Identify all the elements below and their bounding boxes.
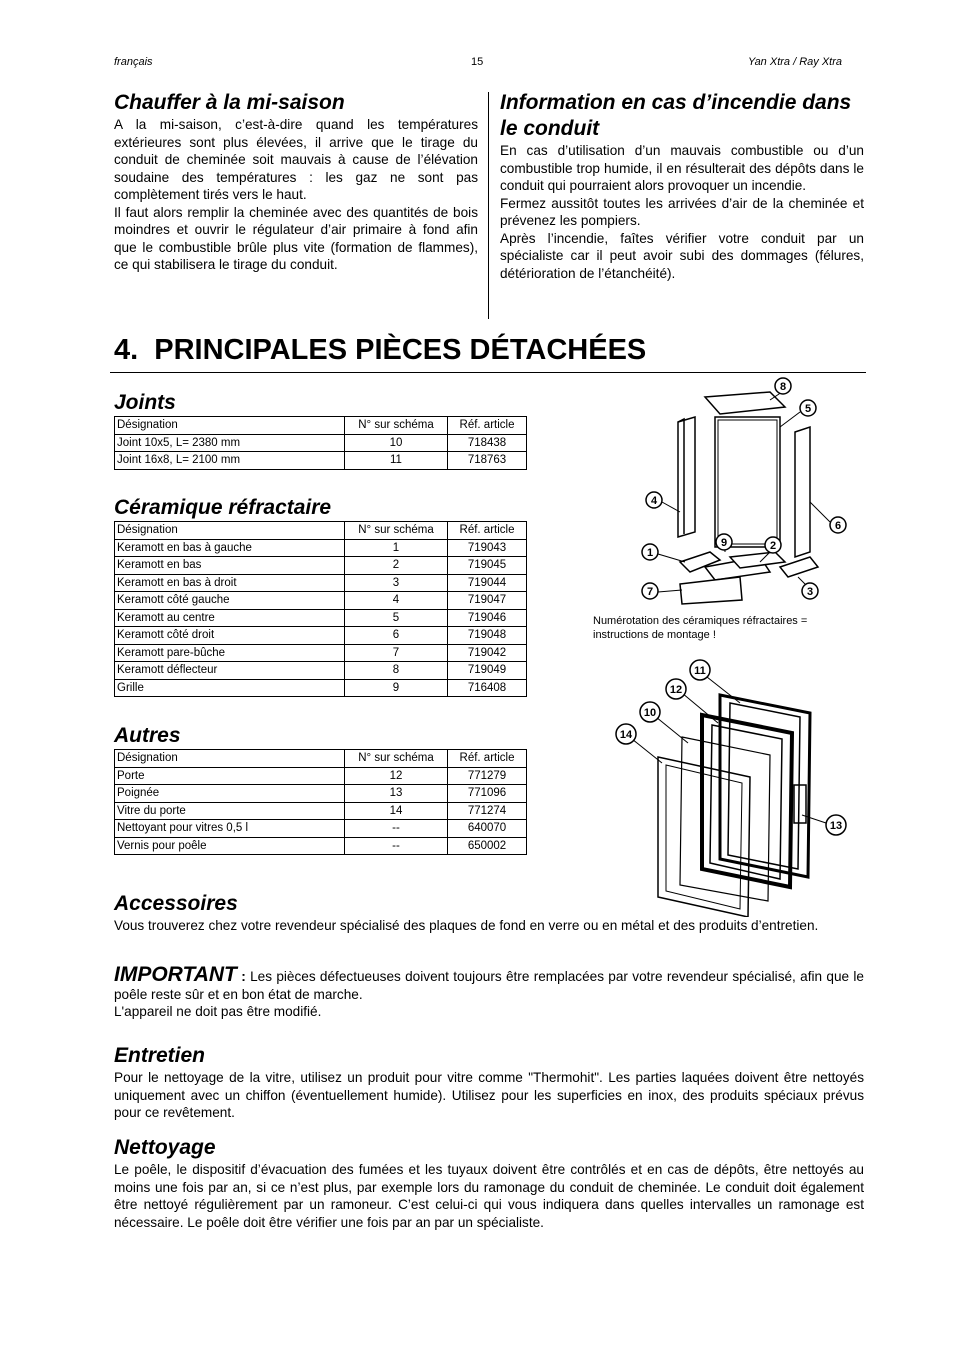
table-row	[115, 539, 527, 557]
right-side-panel	[795, 427, 810, 557]
autres-title: Autres	[114, 724, 181, 747]
cell-schema-number: 9	[345, 679, 448, 697]
cell-reference: 719048	[448, 627, 527, 645]
important-text-2: L'appareil ne doit pas être modifié.	[114, 1004, 322, 1019]
svg-text:14: 14	[619, 729, 633, 741]
cell-reference: 716408	[448, 679, 527, 697]
log-guard-piece	[680, 577, 742, 604]
cell-schema-number: 2	[345, 557, 448, 575]
cell-designation: Keramott au centre	[115, 609, 345, 627]
table-row	[115, 592, 527, 610]
table-row	[115, 767, 527, 785]
cell-schema-number: 5	[345, 609, 448, 627]
cell-schema-number: 4	[345, 592, 448, 610]
cell-schema-number: 11	[345, 452, 448, 470]
entretien-section	[114, 1043, 864, 1122]
cell-designation: Keramott côté droit	[115, 627, 345, 645]
svg-text:8: 8	[779, 381, 787, 393]
col-reference: Réf. article	[448, 750, 527, 768]
cell-schema-number: 3	[345, 574, 448, 592]
mid-season-paragraph-1: A la mi-saison, c’est-à-dire quand les températures extérieures sont plus élevées, il arrive que le tirage du conduit de cheminée soit mauvais à cause de l’élévation soudaine des températures : les gaz ne sont pas complètement tirés vers le haut.	[114, 117, 478, 202]
mid-season-title: Chauffer à la mi-saison	[114, 91, 345, 114]
accessoires-section	[114, 891, 864, 935]
chapter-title: PRINCIPALES PIÈCES DÉTACHÉES	[154, 334, 647, 366]
page-number: 15	[471, 56, 484, 68]
svg-text:3: 3	[806, 586, 814, 598]
cell-schema-number: 10	[345, 434, 448, 452]
callout-11	[690, 660, 710, 680]
svg-text:9: 9	[720, 537, 728, 549]
table-header-row	[115, 522, 527, 540]
svg-text:4: 4	[650, 495, 658, 507]
cell-schema-number: 7	[345, 644, 448, 662]
header-model: Yan Xtra / Ray Xtra	[748, 56, 842, 68]
col-designation: Désignation	[115, 522, 345, 540]
table-row	[115, 574, 527, 592]
door-diagram	[610, 655, 860, 917]
cell-reference: 719044	[448, 574, 527, 592]
ceramique-table	[114, 521, 527, 697]
callout-12	[666, 679, 686, 699]
chapter-number: 4.	[114, 334, 139, 366]
cell-designation: Nettoyant pour vitres 0,5 l	[115, 820, 345, 838]
table-row	[115, 785, 527, 803]
cell-designation: Keramott en bas	[115, 557, 345, 575]
cell-designation: Joint 10x5, L= 2380 mm	[115, 434, 345, 452]
cell-reference: 771279	[448, 767, 527, 785]
nettoyage-section	[114, 1135, 864, 1231]
cell-schema-number: 8	[345, 662, 448, 680]
fire-paragraph-2: Fermez aussitôt toutes les arrivées d’air de la cheminée et prévenez les pompiers.	[500, 195, 864, 228]
cell-designation: Keramott en bas à gauche	[115, 539, 345, 557]
mid-season-paragraph-2: Il faut alors remplir la cheminée avec des quantités de bois moindres et ouvrir le régulateur d’air primaire à fond afin que le combustible brûle plus vite (formation de flammes), ce qui stabilisera le tirage du conduit.	[114, 204, 478, 272]
table-row	[115, 627, 527, 645]
cell-schema-number: 13	[345, 785, 448, 803]
table-header-row	[115, 750, 527, 768]
table-row	[115, 679, 527, 697]
callout-1	[642, 544, 658, 560]
callout-10	[640, 702, 660, 722]
callout-4	[646, 492, 662, 508]
cell-reference: 718763	[448, 452, 527, 470]
back-panel	[715, 417, 780, 547]
cell-reference: 719049	[448, 662, 527, 680]
table-row	[115, 434, 527, 452]
col-reference: Réf. article	[448, 417, 527, 435]
fire-paragraph-3: Après l’incendie, faîtes vérifier votre conduit par un spécialiste car il peut avoir subi des dommages (félures, détérioration de l’étanchéité).	[500, 230, 864, 281]
cell-reference: 771274	[448, 802, 527, 820]
cell-reference: 719045	[448, 557, 527, 575]
cell-schema-number: --	[345, 820, 448, 838]
mid-season-section	[114, 90, 478, 274]
cell-designation: Porte	[115, 767, 345, 785]
callout-2	[765, 537, 781, 553]
ceramique-section	[114, 495, 527, 697]
callout-7	[642, 583, 658, 599]
nettoyage-text: Le poêle, le dispositif d’évacuation des fumées et les tuyaux doivent être contrôlés et en cas de dépôts, être nettoyés au moins une fois par an, si ce n’est plus, par exemple lors du ramonage du conduit de cheminée. Le conduit doit également être nettoyé régulièrement par un ramoneur. C’est celui-ci qui vous indiquera dans quelles intervalles un ramonage est nécessaire. Le poêle doit être vérifier une fois par an par un spécialiste.	[114, 1162, 864, 1230]
important-label: IMPORTANT	[114, 963, 237, 986]
cell-reference: 650002	[448, 837, 527, 855]
entretien-title: Entretien	[114, 1044, 206, 1067]
fire-section	[500, 90, 864, 282]
svg-text:12: 12	[669, 684, 683, 696]
table-row	[115, 820, 527, 838]
cell-designation: Poignée	[115, 785, 345, 803]
accessoires-text: Vous trouverez chez votre revendeur spécialisé des plaques de fond en verre ou en métal et des produits d’entretien.	[114, 918, 819, 933]
table-row	[115, 644, 527, 662]
chapter-heading	[114, 334, 646, 367]
important-colon: :	[236, 969, 246, 984]
callout-9	[716, 534, 732, 550]
column-divider	[488, 92, 489, 319]
important-text: Les pièces défectueuses doivent toujours être remplacées par votre revendeur spécialisé, afin que le poêle reste sûr et en bon état de marche.	[114, 969, 864, 1002]
callout-8	[775, 378, 791, 394]
callout-3	[802, 583, 818, 599]
left-side-panel	[678, 417, 695, 537]
table-row	[115, 802, 527, 820]
col-designation: Désignation	[115, 750, 345, 768]
table-header-row	[115, 417, 527, 435]
table-row	[115, 452, 527, 470]
cell-schema-number: 1	[345, 539, 448, 557]
entretien-text: Pour le nettoyage de la vitre, utilisez un produit pour vitre comme "Thermohit". Les parties laquées doivent être nettoyés uniquement avec un chiffon (éventuellement humide). Utilisez pour les superficies en inox, des produits spéciaux prévus pour ce revêtement.	[114, 1070, 864, 1120]
cell-designation: Keramott côté gauche	[115, 592, 345, 610]
col-schema-number: N° sur schéma	[345, 750, 448, 768]
cell-schema-number: 6	[345, 627, 448, 645]
cell-reference: 719043	[448, 539, 527, 557]
joints-section	[114, 390, 527, 470]
ceramique-title: Céramique réfractaire	[114, 496, 332, 519]
cell-reference: 719047	[448, 592, 527, 610]
cell-designation: Vitre du porte	[115, 802, 345, 820]
svg-text:6: 6	[834, 520, 842, 532]
svg-text:5: 5	[804, 403, 812, 415]
glass-gasket	[680, 737, 770, 901]
cell-reference: 640070	[448, 820, 527, 838]
accessoires-title: Accessoires	[114, 892, 238, 915]
joints-table	[114, 416, 527, 470]
callout-13	[826, 815, 846, 835]
col-schema-number: N° sur schéma	[345, 417, 448, 435]
header-language: français	[114, 56, 153, 68]
cell-designation: Joint 16x8, L= 2100 mm	[115, 452, 345, 470]
cell-designation: Keramott déflecteur	[115, 662, 345, 680]
autres-section	[114, 723, 527, 855]
col-reference: Réf. article	[448, 522, 527, 540]
table-row	[115, 837, 527, 855]
door-handle	[794, 785, 806, 823]
bottom-center-piece	[730, 552, 785, 568]
svg-text:7: 7	[646, 586, 654, 598]
nettoyage-title: Nettoyage	[114, 1136, 216, 1159]
col-designation: Désignation	[115, 417, 345, 435]
cell-reference: 718438	[448, 434, 527, 452]
important-section	[114, 963, 864, 1021]
cell-schema-number: --	[345, 837, 448, 855]
table-row	[115, 609, 527, 627]
cell-schema-number: 12	[345, 767, 448, 785]
callout-6	[830, 517, 846, 533]
fire-paragraph-1: En cas d’utilisation d’un mauvais combustible ou d’un combustible trop humide, il en résulterait des dépôts dans le conduit qui pourraient alors provoquer un incendie.	[500, 143, 864, 193]
autres-table	[114, 749, 527, 855]
svg-text:10: 10	[643, 707, 657, 719]
cell-reference: 719042	[448, 644, 527, 662]
cell-schema-number: 14	[345, 802, 448, 820]
cell-designation: Keramott pare-bûche	[115, 644, 345, 662]
bottom-right-piece	[780, 557, 818, 577]
table-row	[115, 662, 527, 680]
callout-5	[800, 400, 816, 416]
ceramic-diagram	[600, 372, 860, 612]
svg-text:1: 1	[646, 547, 654, 559]
cell-reference: 719046	[448, 609, 527, 627]
deflector-piece	[705, 392, 785, 414]
col-schema-number: N° sur schéma	[345, 522, 448, 540]
joints-title: Joints	[114, 391, 176, 414]
cell-designation: Keramott en bas à droit	[115, 574, 345, 592]
cell-designation: Grille	[115, 679, 345, 697]
svg-text:2: 2	[769, 540, 777, 552]
cell-reference: 771096	[448, 785, 527, 803]
callout-14	[616, 724, 636, 744]
svg-text:13: 13	[829, 820, 843, 832]
table-row	[115, 557, 527, 575]
door-frame	[702, 715, 792, 887]
diagram-caption: Numérotation des céramiques réfractaires = instructions de montage !	[593, 615, 808, 641]
svg-text:11: 11	[694, 665, 706, 677]
cell-designation: Vernis pour poêle	[115, 837, 345, 855]
fire-title: Information en cas d’incendie dans le conduit	[500, 91, 852, 140]
